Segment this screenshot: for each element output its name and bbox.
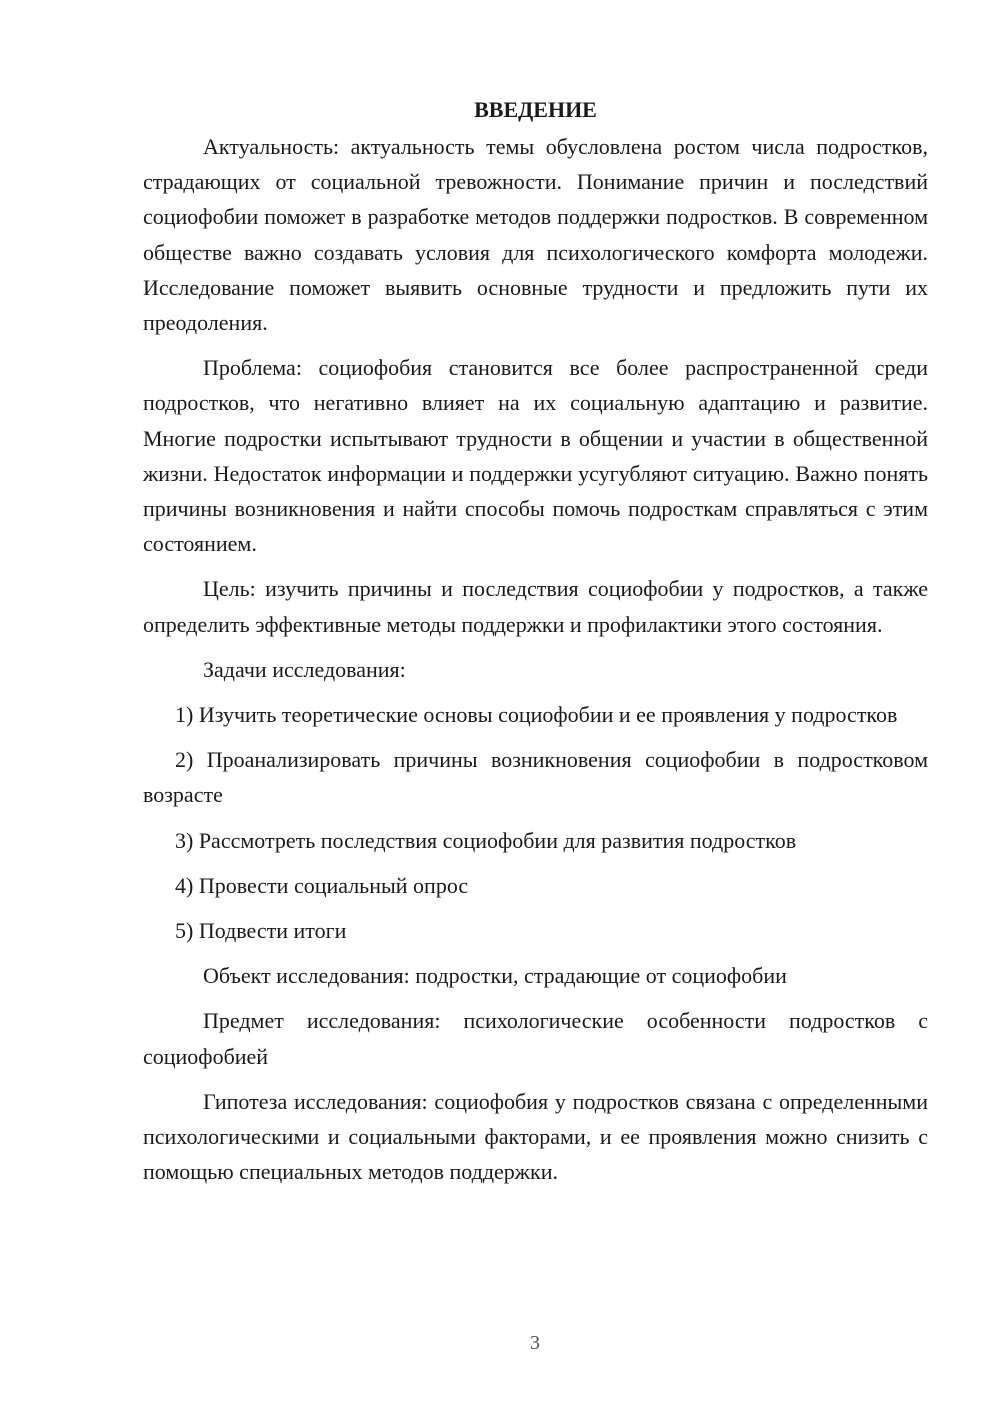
problem-paragraph: Проблема: социофобия становится все более распространенной среди подростков, что негативно влияет на их социальную адаптацию и развитие. Многие подростки испытывают трудности в общении и участии в общественной жизни. Недостаток информации и поддержки усугубляют ситуацию. Важно понять причины возникновения и найти способы помочь подросткам справляться с этим состоянием. (143, 355, 928, 557)
list-item: 1) Изучить теоретические основы социофобии и ее проявления у подростков (175, 702, 898, 728)
goal-paragraph: Цель: изучить причины и последствия социофобии у подростков, а также определить эффективные методы поддержки и профилактики этого состояния. (143, 576, 928, 637)
tasks-heading: Задачи исследования: (203, 656, 406, 682)
page-title: ВВЕДЕНИЕ (474, 97, 597, 122)
document-page (143, 92, 928, 1199)
subject-paragraph: Предмет исследования: психологические особенности подростков с социофобией (143, 1008, 928, 1069)
hypothesis-paragraph: Гипотеза исследования: социофобия у подростков связана с определенными психологическими и социальными факторами, и ее проявления можно снизить с помощью специальных методов поддержки. (143, 1088, 928, 1185)
list-item: 2) Проанализировать причины возникновения социофобии в подростковом возрасте (143, 747, 928, 808)
list-item: 5) Подвести итоги (175, 918, 347, 944)
tasks-list (143, 697, 928, 948)
list-item: 4) Провести социальный опрос (175, 872, 469, 898)
relevance-paragraph: Актуальность: актуальность темы обусловлена ростом числа подростков, страдающих от социальной тревожности. Понимание причин и последствий социофобии поможет в разработке методов поддержки подростков. В современном обществе важно создавать условия для психологического комфорта молодежи. Исследование поможет выявить основные трудности и предложить пути их преодоления. (143, 134, 928, 336)
page-number: 3 (530, 1332, 540, 1354)
object-paragraph: Объект исследования: подростки, страдающие от социофобии (203, 963, 787, 989)
list-item: 3) Рассмотреть последствия социофобии для развития подростков (175, 827, 797, 853)
